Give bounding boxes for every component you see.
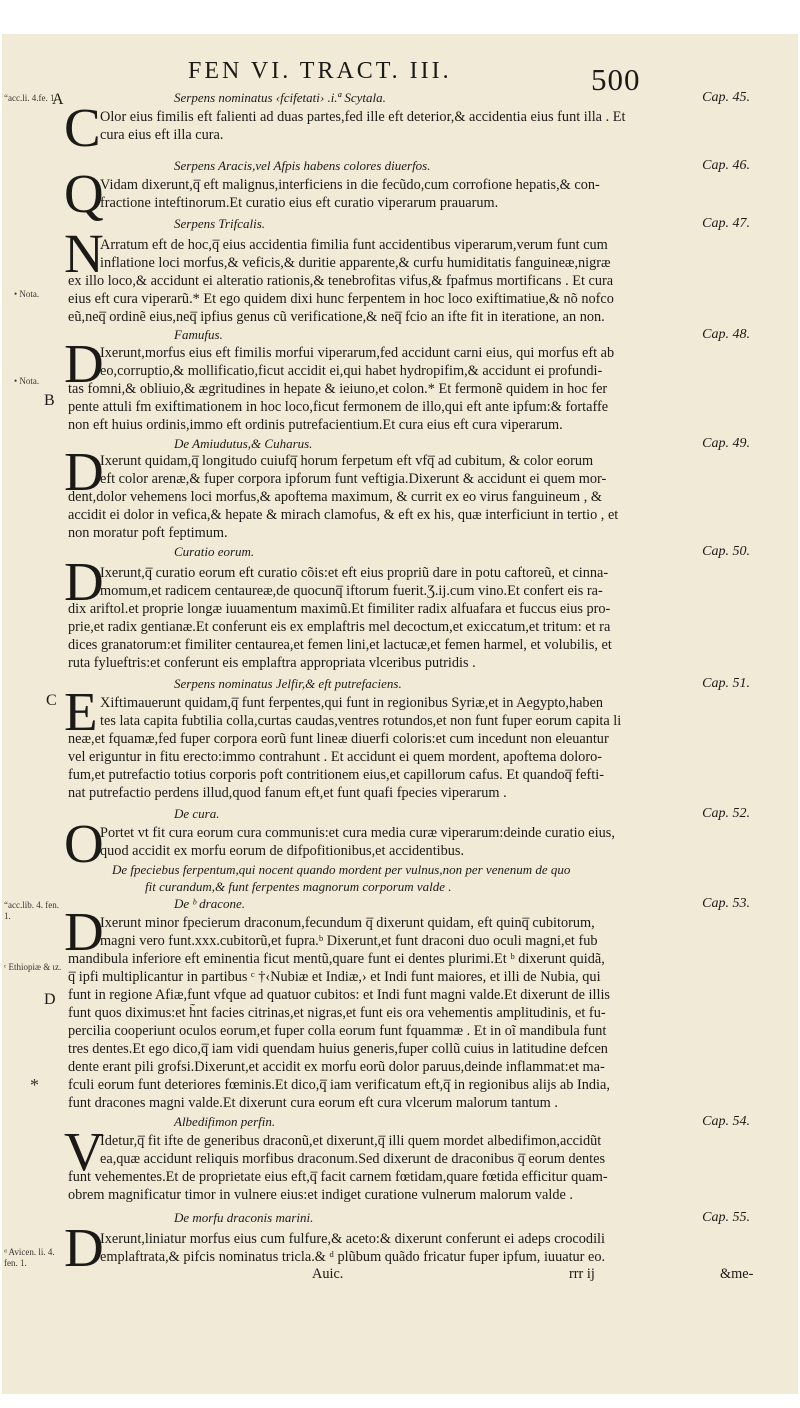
text-line: tres dentes.Et ego dico,q̅ iam vidi quendam huius generis,fuper collũ cuius in latitudine defcen	[68, 1041, 608, 1057]
text-line: magni vero funt.xxx.cubitorũ,et fupra.ᵇ Dixerunt,et funt draconi duo oculi magni,et fub	[100, 933, 598, 949]
margin-letter-d: D	[44, 991, 56, 1008]
text-line: Ixerunt,liniatur morfus eius cum fulfure,& aceto:& dixerunt conferunt ei adeps crocodili	[100, 1231, 605, 1247]
section-rubric-48: Famufus. Cap. 48.	[174, 327, 750, 342]
text-line: vel eriguntur in fitu erecto:immo contrahunt . Et accidunt ei quem mordent, apoftema doloro-	[68, 749, 602, 765]
section-subrubric-53: De ᵇ dracone. Cap. 53.	[174, 896, 750, 911]
text-line: eũ,neq̅ ordinẽ eius,neq̅ ipfius genus cũ verificatione,& neq̅ fcio an ifte fit in iteratione, an non.	[68, 309, 605, 325]
text-line: Portet vt fit cura eorum cura communis:et cura media curæ viperarum:deinde curatio eius,	[100, 825, 615, 841]
text-line: dent,dolor vehemens loci morfus,& apoftema maximum, & currit ex eo virus fanguineum , &	[68, 489, 603, 505]
text-line: non moratur poft feptimum.	[68, 525, 228, 541]
page-number: 500	[591, 62, 641, 97]
chapter-number: Cap. 54.	[702, 1114, 750, 1129]
text-line: eft color arenæ,& fuper corpora ipforum funt veftigia.Dixerunt & accidunt ei quem mor-	[100, 471, 607, 487]
text-line: emplaftrata,& pifcis nominatus tricla.& ᵈ plũbum quãdo fricatur fuper ipfum, iuuatur eo.	[100, 1249, 606, 1265]
text-line: ea,quæ accidunt reliquis morfibus draconum.Sed dixerunt de draconibus q̅ eorum dentes	[100, 1151, 606, 1167]
text-line: pente attuli fm exiftimationem in hoc loco,ficut fermonem de illo,qui eft ante ipfum:& fortaffe	[68, 399, 609, 415]
text-line: fractione inteftinorum.Et curatio eius eft curatio viperarum prauarum.	[100, 195, 499, 211]
drop-cap: D	[64, 1217, 104, 1278]
text-line: cura eius eft illa cura.	[100, 127, 224, 143]
drop-cap: D	[64, 901, 104, 962]
footer-catchword-left: Auic.	[312, 1266, 344, 1282]
text-line: Ixerunt,morfus eius eft fimilis morfui viperarum,fed accidunt carni eius, qui morfus eft ab	[100, 345, 615, 361]
text-line: Idetur,q̅ fit ifte de generibus draconũ,et dixerunt,q̅ illi quem mordet albedifimon,accidũt	[100, 1133, 602, 1149]
text-line: funt vehementes.Et de proprietate eius eft,q̅ facit carnem fœtidam,quare fœtida efficitur quam-	[68, 1169, 608, 1185]
text-line: Arratum eft de hoc,q̅ eius accidentia fimilia funt accidentibus viperarum,verum funt cum	[100, 237, 608, 253]
text-line: obrem magnificatur timor in vulnere eius:et indiget curatione vulnerum malorum valde .	[68, 1187, 574, 1203]
text-line: Ixerunt quidam,q̅ longitudo cuiufq̅ horum ferpetum eft vfq̅ ad cubitum, & color eorum	[100, 453, 594, 469]
text-line: tas fomni,& obliuio,& ægritudines in hepate & ieiuno,et colon.* Et fermonẽ quidem in hoc fer	[68, 381, 608, 397]
margin-note-3: • Nota.	[14, 376, 40, 386]
drop-cap: N	[64, 223, 104, 284]
margin-note-1: “acc.li. 4.fe. 1.	[4, 93, 57, 103]
text-line: tes lata capita fubtilia colla,curtas caudas,ventres rotundos,et non funt fuper eorum capita li	[100, 713, 622, 729]
margin-note-4: “acc.lib. 4. fen. 1.	[4, 900, 59, 921]
section-rubric-54: Albedifimon perfin. Cap. 54.	[174, 1114, 750, 1129]
chapter-number: Cap. 47.	[702, 216, 750, 231]
text-line: Vidam dixerunt,q̅ eft malignus,interficiens in die fecũdo,cum corrofione hepatis,& con-	[100, 177, 600, 193]
margin-letter-c: C	[46, 692, 57, 709]
text-line: Ixerunt,q̅ curatio eorum eft curatio cõis:et eft eius propriũ dare in potu caftoreũ, et cinna-	[100, 565, 609, 581]
section-rubric-45: Serpens nominatus ‹fcifetati› .i.ª Scytala. Cap. 45.	[174, 90, 750, 105]
section-rubric-52: De cura. Cap. 52.	[174, 806, 750, 821]
chapter-number: Cap. 50.	[702, 544, 750, 559]
text-line: ruta fylueftris:et conferunt eis emplaftra appropriata vlceribus putridis .	[68, 655, 476, 671]
text-line: funt dracones magni valde.Et dixerunt cura eorum eft cura vlcerum malorum tantum .	[68, 1095, 558, 1111]
text-line: eo,corruptio,& mollificatio,ficut accidit ei,qui habet hydropifim,& accidunt ei profundi-	[100, 363, 603, 379]
drop-cap: D	[64, 333, 104, 394]
text-line: inflatione loci morfus,& veficis,& duritie apparente,& curfu humiditatis fanguineæ,nigræ	[100, 255, 611, 271]
footer-catchword-right: &me-	[720, 1266, 754, 1282]
chapter-number: Cap. 52.	[702, 806, 750, 821]
section-rubric-46: Serpens Aracis,vel Afpis habens colores diuerfos. Cap. 46.	[174, 158, 750, 173]
chapter-number: Cap. 45.	[702, 90, 750, 105]
section-rubric-51: Serpens nominatus Jelfir,& eft putrefaciens. Cap. 51.	[174, 676, 750, 691]
margin-note-5: ᶜ Ethiopiæ & ιz.	[4, 962, 62, 972]
text-line: prie,et radix gentianæ.Et conferunt eis ex emplaftris mel decoctum,et exiccatum,et tritum: et ra	[68, 619, 611, 635]
section-rubric-50: Curatio eorum. Cap. 50.	[174, 544, 750, 559]
margin-letter-b: B	[44, 392, 55, 409]
margin-note-7: ᵈ Avicen. li. 4. fen. 1.	[4, 1247, 55, 1268]
text-line: fculi eorum funt deteriores fœminis.Et dico,q̅ iam verificatum eft,q̅ in regionibus alijs ab India,	[68, 1077, 610, 1093]
text-line: ex illo loco,& accidunt ei alteratio rationis,& tenebrofitas vifus,& fpafmus mortificans . Et cura	[68, 273, 614, 289]
drop-cap: V	[64, 1121, 104, 1182]
footer-signature: rrr ij	[569, 1266, 595, 1282]
drop-cap: D	[64, 441, 104, 502]
text-line: mandibula inferiore eft eminentia ficut mentũ,quare funt ei dentes plurimi.Et ᵇ dixerunt quidã,	[68, 951, 605, 967]
chapter-number: Cap. 51.	[702, 676, 750, 691]
section-rubric-49: De Amiudutus,& Cuharus. Cap. 49.	[174, 436, 750, 451]
margin-letter-a: A	[52, 91, 64, 108]
text-line: Olor eius fimilis eft falienti ad duas partes,fed ille eft deterior,& accidentia eius funt illa . Et	[100, 109, 626, 125]
chapter-number: Cap. 46.	[702, 158, 750, 173]
text-line: dices granatorum:et fimiliter centaurea,et femen lini,et lactucæ,et femen harmel, et volubilis, et	[68, 637, 612, 653]
text-line: accidit ei dolor in vefica,& hepate & mirach clamofus, & eft ex his, quæ interficiunt in tertio , et	[68, 507, 619, 523]
margin-note-asterisk: *	[30, 1075, 39, 1095]
section-rubric-53: De fpeciebus ferpentum,qui nocent quando mordent per vulnus,non per venenum de quo	[112, 862, 571, 877]
text-line: q̅ ipfi multiplicantur in partibus ᶜ †‹Nubiæ et Indiæ,› et Indi funt maiores, et illi de Nubia, qui	[68, 969, 601, 985]
chapter-number: Cap. 49.	[702, 436, 750, 451]
text-line: dix ariftol.et proprie longæ iuuamentum maximũ.Et fimiliter radix alfuafara et fuccus eius pro-	[68, 601, 611, 617]
running-header-title: FEN VI. TRACT. III.	[188, 58, 452, 84]
text-line: quod accidit ex morfu eorum de difpofitionibus,et accidentibus.	[100, 843, 465, 859]
text-line: percilia cooperiunt oculos eorum,et fuper colla eorum funt fquammæ . Et in oĩ mandibula funt	[68, 1023, 607, 1039]
text-line: non eft huius ordinis,immo eft ordinis putrefacientium.Et cura eius eft cura viperarum.	[68, 417, 563, 433]
drop-cap: C	[64, 97, 101, 158]
section-rubric-47: Serpens Trifcalis. Cap. 47.	[174, 216, 750, 231]
section-rubric-53-cont: fit curandum,& funt ferpentes magnorum corporum valde .	[145, 879, 452, 894]
text-line: funt quos diximus:et h̃nt facies citrinas,et nigras,et funt eis ora vehementis amplitudinis, et fu-	[68, 1005, 606, 1021]
text-line: Xiftimauerunt quidam,q̅ funt ferpentes,qui funt in regionibus Syriæ,et in Aegypto,haben	[100, 695, 604, 711]
drop-cap: D	[64, 551, 104, 612]
text-line: fum,et putrefactio totius corporis poft contritionem eius,et capillorum cafus. Et quandoq̅ fefti-	[68, 767, 604, 783]
text-line: dente erant pili grofsi.Dixerunt,et accidit ex morfu eorũ dolor paruus,deinde inflammat:et ma-	[68, 1059, 605, 1075]
chapter-number: Cap. 48.	[702, 327, 750, 342]
drop-cap: O	[64, 813, 104, 874]
drop-cap: E	[64, 681, 98, 742]
text-line: nat putrefactio perdens illud,quod fanum eft,et funt quafi fpecies viperarum .	[68, 785, 507, 801]
text-line: Ixerunt minor fpecierum draconum,fecundum q̅ dixerunt quidam, eft quinq̅ cubitorum,	[100, 915, 595, 931]
drop-cap: Q	[64, 163, 104, 224]
text-line: neæ,et fquamæ,fed fuper corpora eorũ funt lineæ diuerfi coloris:et cum incedunt non eleuantur	[68, 731, 609, 747]
chapter-number: Cap. 53.	[702, 896, 750, 911]
chapter-number: Cap. 55.	[702, 1210, 750, 1225]
section-rubric-55: De morfu draconis marini. Cap. 55.	[174, 1210, 750, 1225]
margin-note-2: • Nota.	[14, 289, 40, 299]
text-line: momum,et radicem centaureæ,de quocunq̅ iftorum fuerit.Ʒ.ij.cum vino.Et confert eis ra-	[100, 583, 603, 599]
text-line: funt in regione Afiæ,funt vfque ad quatuor cubitos: et Indi funt magni valde.Et dixerunt de illis	[68, 987, 610, 1003]
text-line: eius eft cura viperarũ.* Et ego quidem dixi hunc ferpentem in hoc loco exiftimatiue,& nõ nofco	[68, 291, 614, 307]
